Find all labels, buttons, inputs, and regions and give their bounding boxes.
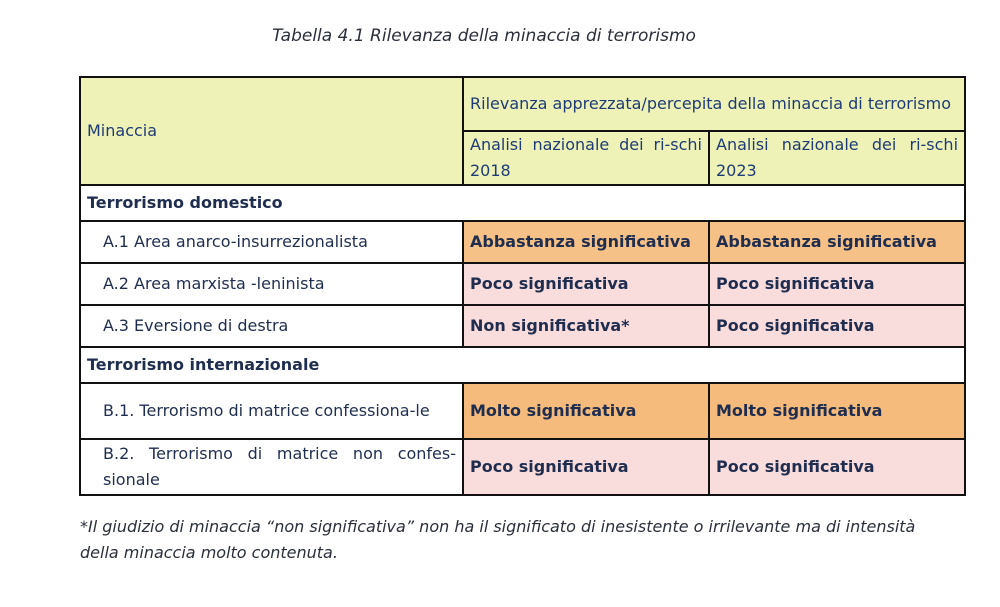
value-2018: Non significativa* [463,305,709,347]
row-label: B.1. Terrorismo di matrice confessiona-le [80,383,463,439]
row-label: A.3 Eversione di destra [80,305,463,347]
table-row [80,439,965,495]
table-row [80,221,965,263]
value-2023: Poco significativa [709,305,965,347]
value-2018: Molto significativa [463,383,709,439]
row-label: B.2. Terrorismo di matrice non confes-sionale [80,439,463,495]
value-2023: Abbastanza significativa [709,221,965,263]
table-caption: Tabella 4.1 Rilevanza della minaccia di terrorismo [272,26,696,46]
section-title: Terrorismo internazionale [80,347,965,383]
table-row [80,383,965,439]
value-2023: Molto significativa [709,383,965,439]
value-2018: Abbastanza significativa [463,221,709,263]
header-rilevanza: Rilevanza apprezzata/percepita della minaccia di terrorismo [463,77,965,131]
value-2023: Poco significativa [709,263,965,305]
value-2023: Poco significativa [709,439,965,495]
table-row [80,305,965,347]
header-minaccia: Minaccia [80,77,463,185]
row-label: A.2 Area marxista -leninista [80,263,463,305]
value-2018: Poco significativa [463,263,709,305]
table-row [80,263,965,305]
footnote: *Il giudizio di minaccia “non significativa” non ha il significato di inesistente o irrilevante ma di intensità della minaccia molto contenuta. [80,517,916,562]
value-2018: Poco significativa [463,439,709,495]
threat-table [79,76,966,496]
row-label: A.1 Area anarco-insurrezionalista [80,221,463,263]
header-col-2023: Analisi nazionale dei ri-schi 2023 [709,131,965,185]
header-col-2018: Analisi nazionale dei ri-schi 2018 [463,131,709,185]
section-title: Terrorismo domestico [80,185,965,221]
